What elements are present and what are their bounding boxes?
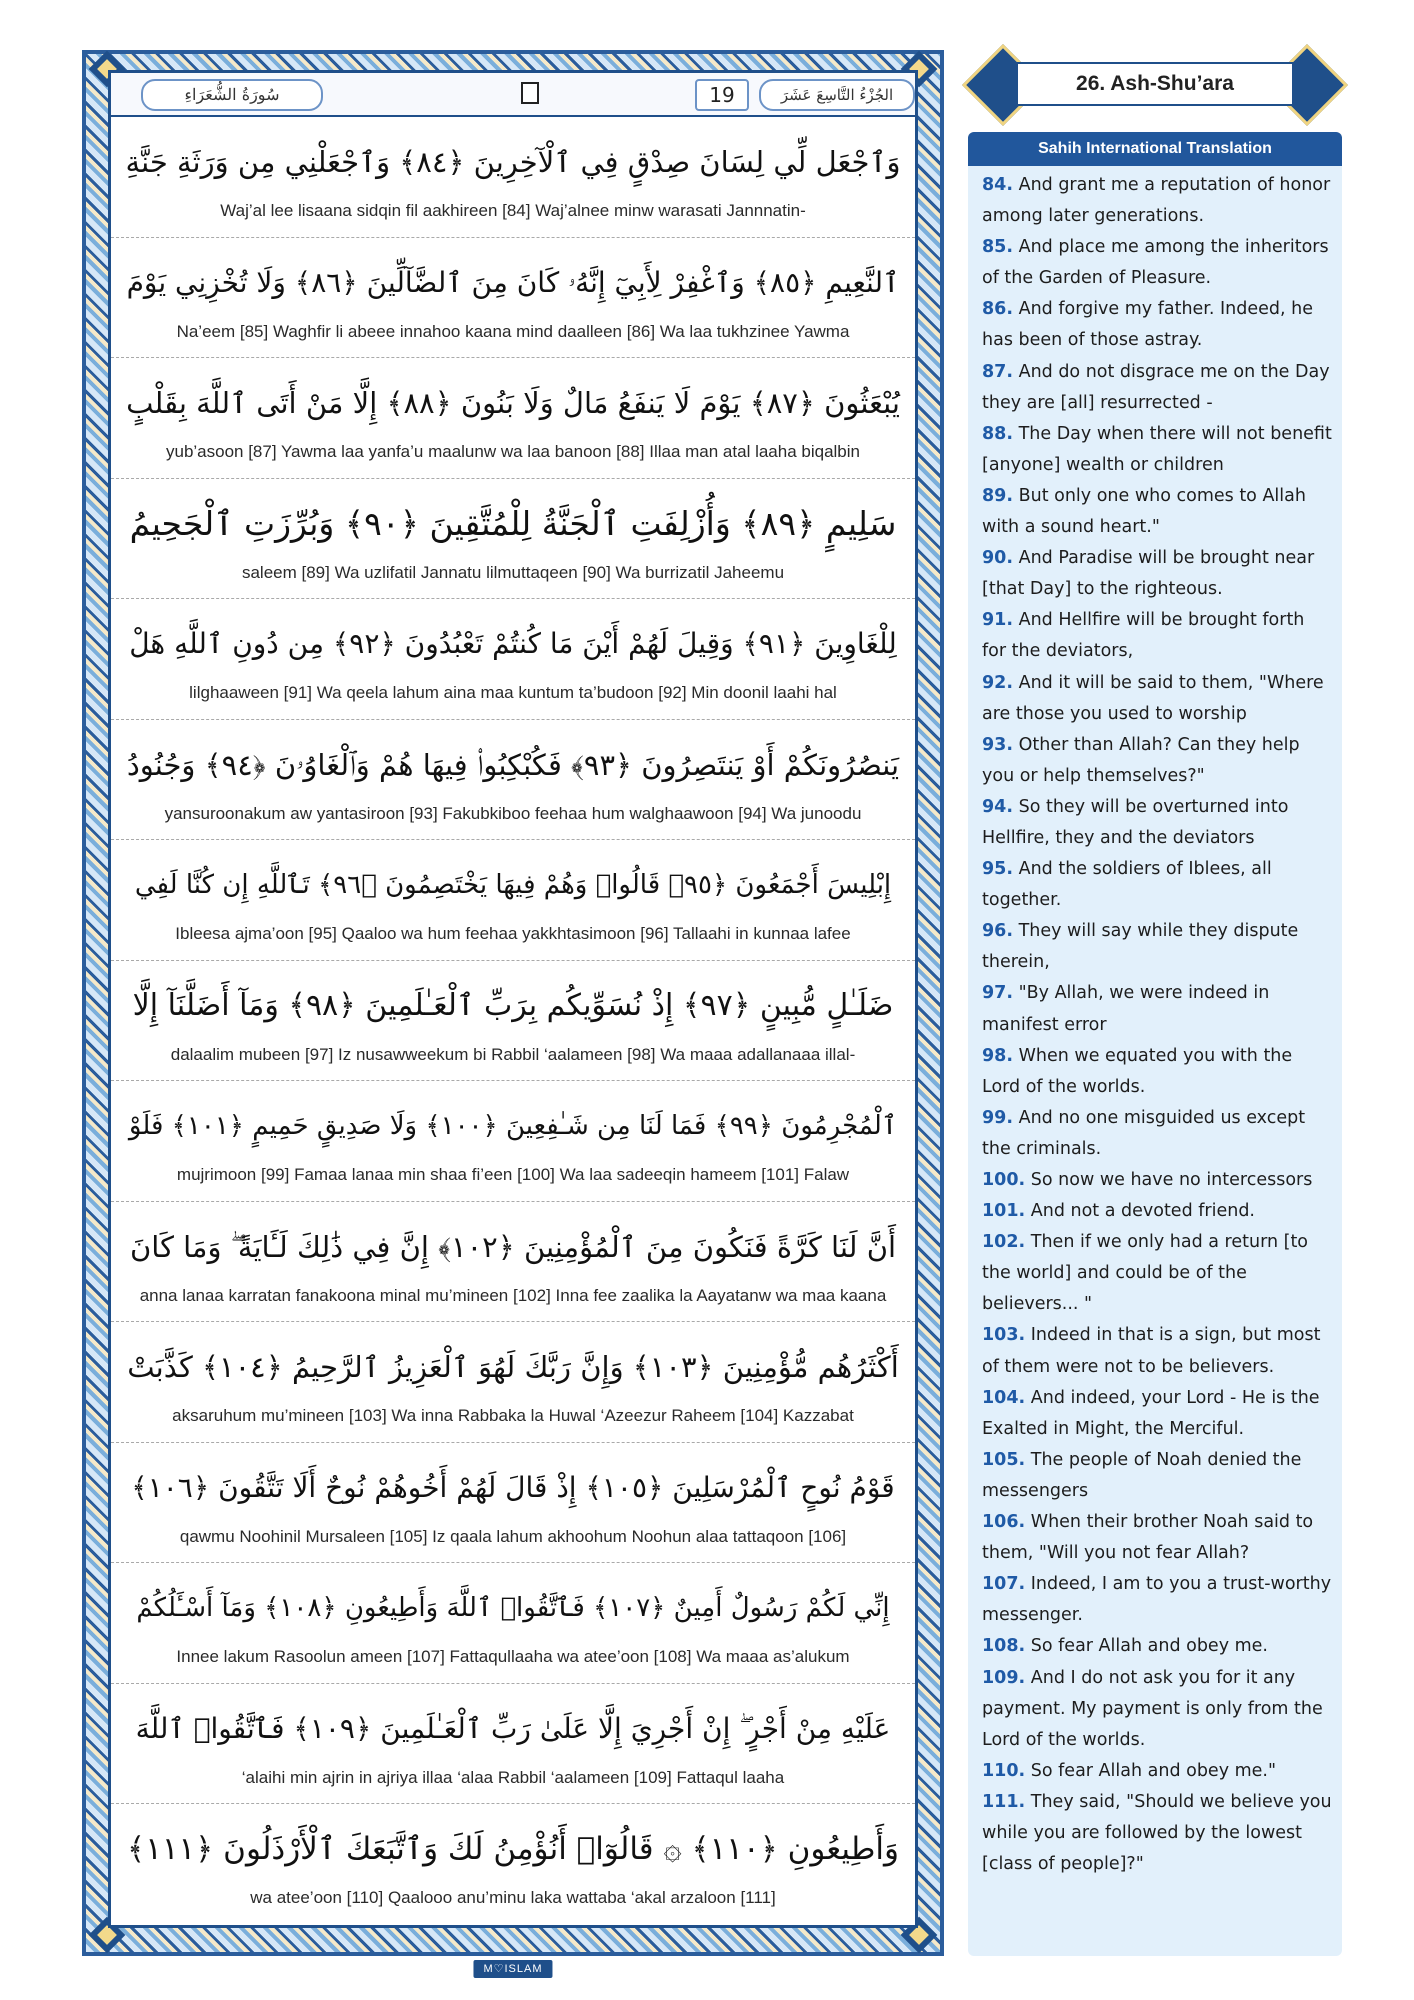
quran-line <box>111 961 915 1082</box>
translation-verse <box>982 668 1332 730</box>
verse-number: 90. <box>982 548 1014 569</box>
arabic-text: يَنصُرُونَكُمْ أَوْ يَنتَصِرُونَ ﴿٩٣﴾ فَكُبْكِبُوا۟ فِيهَا هُمْ وَٱلْغَاوُۥنَ ﴿٩٤﴾ وَجُنُودُ <box>126 747 900 782</box>
arabic-text: عَلَيْهِ مِنْ أَجْرٍ ۖ إِنْ أَجْرِيَ إِلَّا عَلَىٰ رَبِّ ٱلْعَـٰلَمِينَ ﴿١٠٩﴾ فَٱتَّقُوا۟ ٱللَّهَ <box>135 1711 891 1745</box>
transliteration-text: Na’eem [85] Waghfir li abeee innahoo kaana mind daalleen [86] Wa laa tukhzinee Yawma <box>176 321 850 341</box>
translation-verse <box>982 792 1332 854</box>
verse-text: And I do not ask you for it any payment. My payment is only from the Lord of the worlds. <box>982 1667 1323 1750</box>
verse-number: 84. <box>982 175 1014 195</box>
verse-text: So fear Allah and obey me. <box>1030 1636 1268 1657</box>
quran-page-panel <box>82 50 944 1975</box>
quran-line <box>111 1804 915 1925</box>
quran-line <box>111 479 915 600</box>
verse-text: When their brother Noah said to them, "Will you not fear Allah? <box>982 1512 1314 1564</box>
verse-number: 105. <box>982 1449 1026 1470</box>
translation-verse <box>982 232 1332 294</box>
verse-number: 103. <box>982 1325 1026 1346</box>
verse-text: And it will be said to them, "Where are those you used to worship <box>982 672 1324 724</box>
translation-verse <box>982 1165 1332 1196</box>
verse-number: 94. <box>982 796 1014 817</box>
quran-line <box>111 1563 915 1684</box>
verse-text: Then if we only had a return [to the world] and could be of the believers... " <box>982 1232 1309 1315</box>
transliteration-text: mujrimoon [99] Famaa lanaa min shaa fi’een [100] Wa laa sadeeqin hameem [101] Falaw <box>176 1165 850 1184</box>
surah-title: 26. Ash-Shu’ara <box>1016 62 1294 106</box>
verse-text: And forgive my father. Indeed, he has been of those astray. <box>982 299 1314 351</box>
translation-panel <box>968 50 1342 1956</box>
translation-verse <box>982 730 1332 792</box>
verse-number: 100. <box>982 1170 1026 1190</box>
quran-text-frame <box>108 70 918 1928</box>
verse-number: 108. <box>982 1636 1026 1657</box>
transliteration-text: aksaruhum mu’mineen [103] Wa inna Rabbaka la Huwal ‘Azeezur Raheem [104] Kazzabat <box>172 1406 854 1425</box>
quran-line <box>111 599 915 720</box>
juz-name-badge: الجُزْءُ التَّاسِعَ عَشَرَ <box>759 79 915 111</box>
verse-text: They will say while they dispute therein, <box>982 921 1299 973</box>
quran-line <box>111 720 915 841</box>
translation-verse <box>982 916 1332 978</box>
quran-line <box>111 1443 915 1564</box>
arabic-text: أَكْثَرُهُم مُّؤْمِنِينَ ﴿١٠٣﴾ وَإِنَّ رَبَّكَ لَهُوَ ٱلْعَزِيزُ ٱلرَّحِيمُ ﴿١٠٤﴾ كَذَّبَتْ <box>127 1350 899 1384</box>
transliteration-text: qawmu Noohinil Mursaleen [105] Iz qaala lahum akhoohum Noohun alaa tattaqoon [106] <box>179 1526 847 1546</box>
arabic-text: قَوْمُ نُوحٍ ٱلْمُرْسَلِينَ ﴿١٠٥﴾ إِذْ قَالَ لَهُمْ أَخُوهُمْ نُوحٌ أَلَا تَتَّقُونَ ﴿١٠٦﴾ <box>131 1470 895 1504</box>
verse-number: 86. <box>982 299 1014 320</box>
translation-verse <box>982 978 1332 1040</box>
verse-text: "By Allah, we were indeed in manifest error <box>982 983 1270 1035</box>
arabic-text: أَنَّ لَنَا كَرَّةً فَنَكُونَ مِنَ ٱلْمُؤْمِنِينَ ﴿١٠٢﴾ إِنَّ فِي ذَٰلِكَ لَـَٔايَةً ۖ وَمَا كَانَ <box>129 1229 897 1264</box>
quran-line <box>111 1684 915 1805</box>
arabic-text: يُبْعَثُونَ ﴿٨٧﴾ يَوْمَ لَا يَنفَعُ مَالٌ وَلَا بَنُونَ ﴿٨٨﴾ إِلَّا مَنْ أَتَى ٱللَّهَ بِقَلْبٍ <box>126 386 900 420</box>
quran-line <box>111 358 915 479</box>
translation-verse <box>982 1756 1332 1787</box>
verse-text: But only one who comes to Allah with a sound heart." <box>982 485 1306 538</box>
translation-verse <box>982 1320 1332 1382</box>
verse-text: Other than Allah? Can they help you or help themselves?" <box>982 734 1300 786</box>
transliteration-text: Waj’al lee lisaana sidqin fil aakhireen [84] Waj’alnee minw warasati Jannnatin- <box>220 201 806 220</box>
translation-box <box>968 132 1342 1956</box>
verse-text: So now we have no intercessors <box>1030 1170 1313 1190</box>
verse-text: And grant me a reputation of honor among later generations. <box>982 175 1331 227</box>
translation-verse <box>982 1445 1332 1507</box>
quran-line <box>111 1322 915 1443</box>
verse-number: 89. <box>982 485 1014 506</box>
translation-verse <box>982 481 1332 543</box>
verse-text: And do not disgrace me on the Day they are [all] resurrected - <box>982 361 1330 413</box>
verse-text: And indeed, your Lord - He is the Exalted in Might, the Merciful. <box>982 1387 1320 1439</box>
verse-text: So fear Allah and obey me." <box>1030 1760 1277 1781</box>
page-header <box>111 73 915 117</box>
transliteration-text: saleem [89] Wa uzlifatil Jannatu lilmuttaqeen [90] Wa burrizatil Jaheemu <box>241 562 785 582</box>
verse-number: 104. <box>982 1387 1026 1408</box>
verse-number: 95. <box>982 859 1014 880</box>
translation-verse <box>982 1569 1332 1631</box>
verse-text: And not a devoted friend. <box>1030 1201 1255 1222</box>
verse-number: 93. <box>982 734 1014 755</box>
translation-verse <box>982 1663 1332 1756</box>
verse-text: The Day when there will not benefit [anyone] wealth or children <box>982 423 1332 475</box>
transliteration-text: lilghaaween [91] Wa qeela lahum aina maa kuntum ta’budoon [92] Min doonil laahi hal <box>189 683 837 702</box>
translation-verse <box>982 1507 1332 1569</box>
transliteration-text: Ibleesa ajma’oon [95] Qaaloo wa hum feehaa yakkhtasimoon [96] Tallaahi in kunnaa lafee <box>175 924 851 943</box>
footer-logo: M♡ISLAM <box>473 1960 552 1978</box>
translation-verse <box>982 419 1332 481</box>
translation-verse <box>982 1787 1332 1880</box>
bookmark-box-icon <box>521 82 539 104</box>
verse-text: And the soldiers of Iblees, all together. <box>982 859 1272 911</box>
quran-line <box>111 238 915 359</box>
verse-number: 92. <box>982 672 1014 693</box>
verse-number: 110. <box>982 1760 1026 1781</box>
verse-number: 96. <box>982 921 1014 942</box>
verse-text: The people of Noah denied the messengers <box>982 1449 1302 1501</box>
page-number: 19 <box>695 79 749 111</box>
quran-line <box>111 117 915 238</box>
quran-lines <box>111 117 915 1925</box>
verse-number: 98. <box>982 1045 1014 1066</box>
transliteration-text: anna lanaa karratan fanakoona minal mu’mineen [102] Inna fee zaalika la Aayatanw wa maa kaana <box>139 1285 887 1305</box>
arabic-text: سَلِيمٍ ﴿٨٩﴾ وَأُزْلِفَتِ ٱلْجَنَّةُ لِلْمُتَّقِينَ ﴿٩٠﴾ وَبُرِّزَتِ ٱلْجَحِيمُ <box>129 503 897 543</box>
verse-text: So they will be overturned into Hellfire, they and the deviators <box>982 796 1289 848</box>
translation-verse <box>982 1383 1332 1445</box>
transliteration-text: dalaalim mubeen [97] Iz nusawweekum bi Rabbil ‘aalameen [98] Wa maaa adallanaaa illal- <box>170 1044 856 1064</box>
verse-number: 87. <box>982 361 1014 382</box>
translation-verse <box>982 1041 1332 1103</box>
translation-verse <box>982 294 1332 356</box>
arabic-text: وَأَطِيعُونِ ﴿١١٠﴾ ۞ قَالُوٓا۟ أَنُؤْمِنُ لَكَ وَٱتَّبَعَكَ ٱلْأَرْذَلُونَ ﴿١١١﴾ <box>127 1831 899 1867</box>
verse-list <box>968 166 1342 1880</box>
verse-number: 106. <box>982 1512 1026 1533</box>
translation-verse <box>982 1103 1332 1165</box>
arabic-text: وَٱجْعَل لِّي لِسَانَ صِدْقٍ فِي ٱلْآخِرِينَ ﴿٨٤﴾ وَٱجْعَلْنِي مِن وَرَثَةِ جَنَّةِ <box>125 145 901 179</box>
verse-number: 88. <box>982 423 1014 444</box>
translation-verse <box>982 854 1332 916</box>
transliteration-text: Innee lakum Rasoolun ameen [107] Fattaqullaaha wa atee’oon [108] Wa maaa as’alukum <box>176 1647 850 1666</box>
arabic-text: إِبْلِيسَ أَجْمَعُونَ ﴿٩٥﴾ قَالُوا۟ وَهُمْ فِيهَا يَخْتَصِمُونَ ﴿٩٦﴾ تَٱللَّهِ إِن كُنَّا لَفِي <box>134 870 892 900</box>
translation-verse <box>982 1631 1332 1662</box>
translation-verse <box>982 1227 1332 1320</box>
verse-number: 91. <box>982 610 1014 631</box>
verse-text: When we equated you with the Lord of the worlds. <box>982 1045 1293 1097</box>
arabic-text: ضَلَـٰلٍ مُّبِينٍ ﴿٩٧﴾ إِذْ نُسَوِّيكُم بِرَبِّ ٱلْعَـٰلَمِينَ ﴿٩٨﴾ وَمَآ أَضَلَّنَآ إِلَّا <box>132 987 894 1023</box>
transliteration-text: ‘alaihi min ajrin in ajriya illaa ‘alaa Rabbil ‘aalameen [109] Fattaqul laaha <box>241 1767 785 1787</box>
verse-text: Indeed in that is a sign, but most of them were not to be believers. <box>982 1325 1321 1377</box>
translation-verse <box>982 170 1332 232</box>
arabic-text: إِنِّي لَكُمْ رَسُولٌ أَمِينٌ ﴿١٠٧﴾ فَٱتَّقُوا۟ ٱللَّهَ وَأَطِيعُونِ ﴿١٠٨﴾ وَمَآ أَسْـَٔلُكُمْ <box>136 1593 890 1623</box>
verse-number: 97. <box>982 983 1014 1004</box>
verse-number: 101. <box>982 1201 1026 1222</box>
surah-name-badge: سُورَةُ الشُّعَرَاءِ <box>141 79 323 111</box>
quran-line <box>111 1202 915 1323</box>
verse-number: 85. <box>982 237 1014 258</box>
verse-number: 111. <box>982 1791 1026 1812</box>
transliteration-text: yub’asoon [87] Yawma laa yanfa’u maalunw wa laa banoon [88] Illaa man atal laaha biqalbin <box>165 442 860 461</box>
translation-verse <box>982 357 1332 419</box>
quran-line <box>111 840 915 961</box>
verse-text: They said, "Should we believe you while you are followed by the lowest [class of people]?" <box>982 1791 1332 1875</box>
verse-text: And no one misguided us except the criminals. <box>982 1107 1306 1159</box>
verse-text: And Paradise will be brought near [that Day] to the righteous. <box>982 548 1315 600</box>
quran-line <box>111 1081 915 1202</box>
translation-verse <box>982 1196 1332 1227</box>
surah-title-banner <box>968 50 1342 132</box>
translation-verse <box>982 543 1332 605</box>
verse-number: 107. <box>982 1574 1026 1595</box>
verse-number: 99. <box>982 1107 1014 1128</box>
verse-text: Indeed, I am to you a trust-worthy messenger. <box>982 1574 1332 1626</box>
verse-text: And place me among the inheritors of the Garden of Pleasure. <box>982 237 1329 289</box>
translation-verse <box>982 605 1332 667</box>
verse-text: And Hellfire will be brought forth for the deviators, <box>982 610 1305 662</box>
arabic-text: لِلْغَاوِينَ ﴿٩١﴾ وَقِيلَ لَهُمْ أَيْنَ مَا كُنتُمْ تَعْبُدُونَ ﴿٩٢﴾ مِن دُونِ ٱللَّهِ هَلْ <box>129 627 897 660</box>
verse-number: 109. <box>982 1667 1026 1688</box>
transliteration-text: wa atee’oon [110] Qaalooo anu’minu laka wattaba ‘akal arzaloon [111] <box>250 1888 776 1907</box>
arabic-text: ٱلنَّعِيمِ ﴿٨٥﴾ وَٱغْفِرْ لِأَبِيٓ إِنَّهُۥ كَانَ مِنَ ٱلضَّآلِّينَ ﴿٨٦﴾ وَلَا تُخْزِنِي يَوْمَ <box>126 265 900 299</box>
verse-number: 102. <box>982 1232 1026 1253</box>
translation-header: Sahih International Translation <box>968 132 1342 166</box>
arabic-text: ٱلْمُجْرِمُونَ ﴿٩٩﴾ فَمَا لَنَا مِن شَـٰفِعِينَ ﴿١٠٠﴾ وَلَا صَدِيقٍ حَمِيمٍ ﴿١٠١﴾ فَلَوْ <box>128 1111 898 1141</box>
transliteration-text: yansuroonakum aw yantasiroon [93] Fakubkiboo feehaa hum walghaawoon [94] Wa junoodu <box>164 803 862 823</box>
